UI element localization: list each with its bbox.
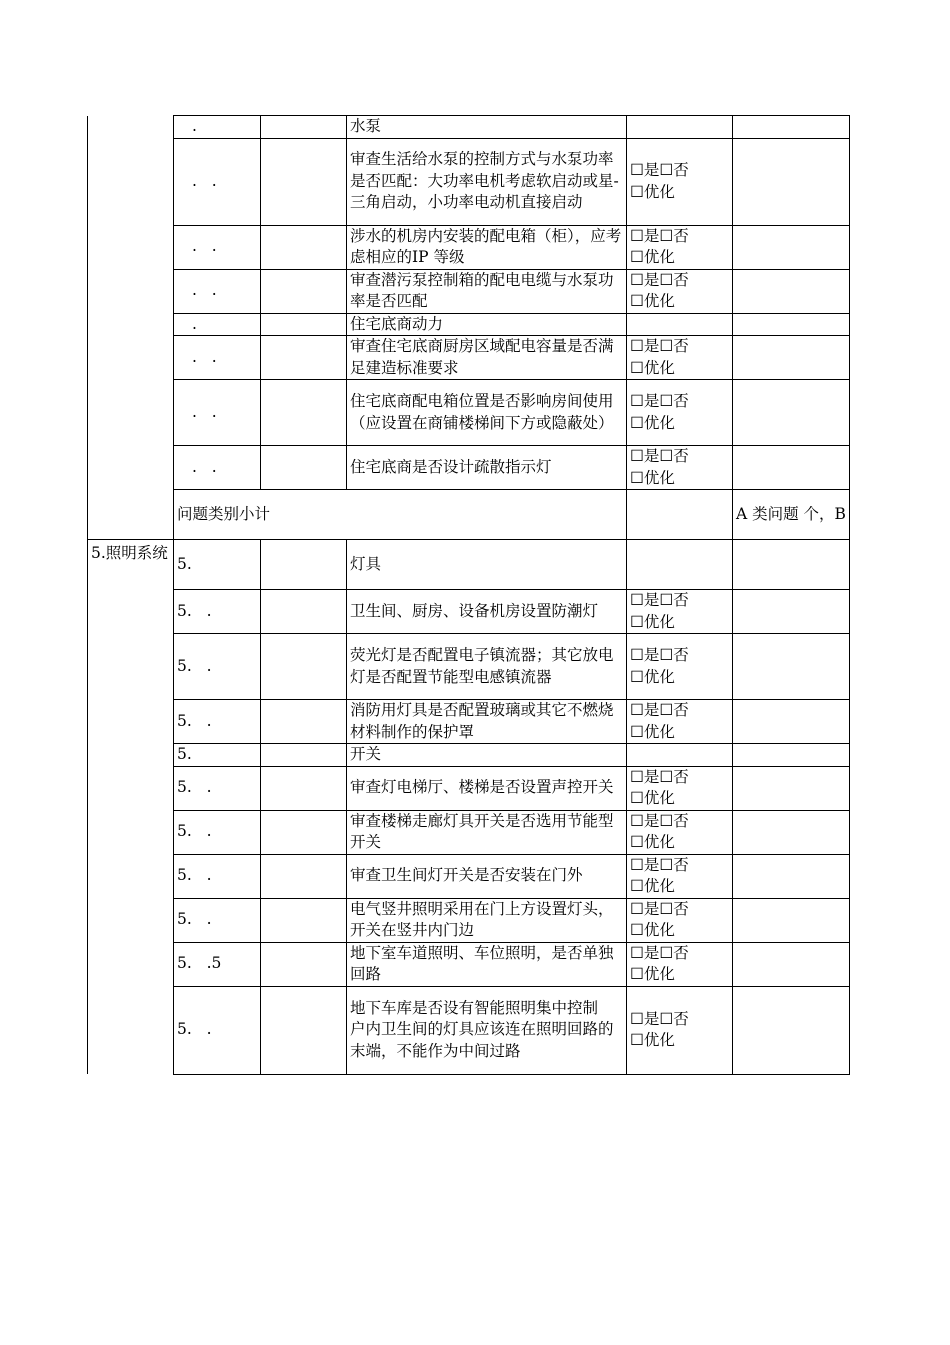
subtotal-blank bbox=[627, 490, 733, 540]
item-number: 5. bbox=[174, 744, 261, 767]
notes-cell bbox=[733, 810, 850, 854]
checkbox-options bbox=[627, 744, 733, 767]
blank-cell bbox=[261, 380, 347, 446]
blank-cell bbox=[261, 810, 347, 854]
notes-cell bbox=[733, 540, 850, 590]
notes-cell bbox=[733, 225, 850, 269]
item-number: . bbox=[174, 116, 261, 139]
item-number: . . bbox=[174, 380, 261, 446]
blank-cell bbox=[261, 744, 347, 767]
item-number: 5. . bbox=[174, 854, 261, 898]
checkbox-options[interactable]: ☐是☐否 ☐优化 bbox=[627, 269, 733, 313]
blank-cell bbox=[261, 116, 347, 139]
section-label: 5.照明系统 bbox=[88, 540, 174, 1075]
item-number: . . bbox=[174, 446, 261, 490]
blank-cell bbox=[261, 138, 347, 225]
item-number: 5. .5 bbox=[174, 942, 261, 986]
review-item-text: 审查灯电梯厅、楼梯是否设置声控开关 bbox=[347, 766, 627, 810]
table-row bbox=[88, 986, 850, 1074]
table-row bbox=[88, 138, 850, 225]
review-item-text: 审查卫生间灯开关是否安装在门外 bbox=[347, 854, 627, 898]
review-item-text: 地下车库是否设有智能照明集中控制 户内卫生间的灯具应该连在照明回路的末端，不能作为中间过路 bbox=[347, 986, 627, 1074]
notes-cell bbox=[733, 744, 850, 767]
item-number: 5. . bbox=[174, 810, 261, 854]
checkbox-options bbox=[627, 540, 733, 590]
table-row bbox=[88, 700, 850, 744]
table-row bbox=[88, 590, 850, 634]
subsection-title: 灯具 bbox=[347, 540, 627, 590]
table-row bbox=[88, 634, 850, 700]
subsection-row bbox=[88, 116, 850, 139]
blank-cell bbox=[261, 766, 347, 810]
checkbox-options[interactable]: ☐是☐否 ☐优化 bbox=[627, 810, 733, 854]
checkbox-options bbox=[627, 116, 733, 139]
blank-cell bbox=[261, 986, 347, 1074]
review-item-text: 涉水的机房内安装的配电箱（柜），应考虑相应的IP 等级 bbox=[347, 225, 627, 269]
notes-cell bbox=[733, 313, 850, 336]
table-row bbox=[88, 942, 850, 986]
checkbox-options[interactable]: ☐是☐否 ☐优化 bbox=[627, 336, 733, 380]
checkbox-options[interactable]: ☐是☐否 ☐优化 bbox=[627, 380, 733, 446]
table-row bbox=[88, 810, 850, 854]
notes-cell bbox=[733, 380, 850, 446]
subtotal-summary: A 类问题 个，B bbox=[733, 490, 850, 540]
item-number: 5. . bbox=[174, 700, 261, 744]
subsection-row bbox=[88, 540, 850, 590]
blank-cell bbox=[261, 313, 347, 336]
table-row bbox=[88, 766, 850, 810]
electrical-review-table bbox=[87, 115, 850, 1075]
item-number: 5. . bbox=[174, 590, 261, 634]
item-number: . . bbox=[174, 225, 261, 269]
blank-cell bbox=[261, 540, 347, 590]
checkbox-options[interactable]: ☐是☐否 ☐优化 bbox=[627, 590, 733, 634]
subtotal-label: 问题类别小计 bbox=[174, 490, 627, 540]
item-number: 5. . bbox=[174, 634, 261, 700]
item-number: 5. . bbox=[174, 766, 261, 810]
item-number: . bbox=[174, 313, 261, 336]
notes-cell bbox=[733, 634, 850, 700]
checkbox-options[interactable]: ☐是☐否 ☐优化 bbox=[627, 942, 733, 986]
blank-cell bbox=[261, 634, 347, 700]
checkbox-options[interactable]: ☐是☐否 ☐优化 bbox=[627, 138, 733, 225]
review-item-text: 卫生间、厨房、设备机房设置防潮灯 bbox=[347, 590, 627, 634]
checkbox-options bbox=[627, 313, 733, 336]
review-item-text: 住宅底商是否设计疏散指示灯 bbox=[347, 446, 627, 490]
notes-cell bbox=[733, 854, 850, 898]
subsection-row bbox=[88, 313, 850, 336]
notes-cell bbox=[733, 446, 850, 490]
checkbox-options[interactable]: ☐是☐否 ☐优化 bbox=[627, 225, 733, 269]
checkbox-options[interactable]: ☐是☐否 ☐优化 bbox=[627, 634, 733, 700]
review-item-text: 审查潜污泵控制箱的配电电缆与水泵功率是否匹配 bbox=[347, 269, 627, 313]
subsection-title: 开关 bbox=[347, 744, 627, 767]
checkbox-options[interactable]: ☐是☐否 ☐优化 bbox=[627, 700, 733, 744]
notes-cell bbox=[733, 942, 850, 986]
table-row bbox=[88, 225, 850, 269]
blank-cell bbox=[261, 590, 347, 634]
table-row bbox=[88, 269, 850, 313]
notes-cell bbox=[733, 898, 850, 942]
review-item-text: 消防用灯具是否配置玻璃或其它不燃烧材料制作的保护罩 bbox=[347, 700, 627, 744]
subtotal-row bbox=[88, 490, 850, 540]
checkbox-options[interactable]: ☐是☐否 ☐优化 bbox=[627, 854, 733, 898]
blank-cell bbox=[261, 225, 347, 269]
item-number: . . bbox=[174, 269, 261, 313]
review-item-text: 审查生活给水泵的控制方式与水泵功率是否匹配：大功率电机考虑软启动或星-三角启动，小功率电动机直接启动 bbox=[347, 138, 627, 225]
review-item-text: 审查住宅底商厨房区域配电容量是否满足建造标准要求 bbox=[347, 336, 627, 380]
checkbox-options[interactable]: ☐是☐否 ☐优化 bbox=[627, 986, 733, 1074]
blank-cell bbox=[261, 854, 347, 898]
notes-cell bbox=[733, 590, 850, 634]
subsection-row bbox=[88, 744, 850, 767]
item-number: 5. bbox=[174, 540, 261, 590]
notes-cell bbox=[733, 269, 850, 313]
notes-cell bbox=[733, 138, 850, 225]
item-number: 5. . bbox=[174, 986, 261, 1074]
item-number: . . bbox=[174, 138, 261, 225]
review-item-text: 电气竖井照明采用在门上方设置灯头，开关在竖井内门边 bbox=[347, 898, 627, 942]
item-number: 5. . bbox=[174, 898, 261, 942]
table-row bbox=[88, 898, 850, 942]
blank-cell bbox=[261, 942, 347, 986]
blank-cell bbox=[261, 898, 347, 942]
checkbox-options[interactable]: ☐是☐否 ☐优化 bbox=[627, 766, 733, 810]
table-row bbox=[88, 380, 850, 446]
notes-cell bbox=[733, 116, 850, 139]
notes-cell bbox=[733, 700, 850, 744]
review-item-text: 荧光灯是否配置电子镇流器；其它放电灯是否配置节能型电感镇流器 bbox=[347, 634, 627, 700]
table-row bbox=[88, 336, 850, 380]
blank-cell bbox=[261, 700, 347, 744]
review-item-text: 地下室车道照明、车位照明，是否单独回路 bbox=[347, 942, 627, 986]
section-label bbox=[88, 116, 174, 540]
checkbox-options[interactable]: ☐是☐否 ☐优化 bbox=[627, 446, 733, 490]
subsection-title: 住宅底商动力 bbox=[347, 313, 627, 336]
table-row bbox=[88, 446, 850, 490]
table-row bbox=[88, 854, 850, 898]
notes-cell bbox=[733, 986, 850, 1074]
checkbox-options[interactable]: ☐是☐否 ☐优化 bbox=[627, 898, 733, 942]
notes-cell bbox=[733, 766, 850, 810]
notes-cell bbox=[733, 336, 850, 380]
item-number: . . bbox=[174, 336, 261, 380]
subsection-title: 水泵 bbox=[347, 116, 627, 139]
blank-cell bbox=[261, 446, 347, 490]
blank-cell bbox=[261, 336, 347, 380]
review-item-text: 审查楼梯走廊灯具开关是否选用节能型开关 bbox=[347, 810, 627, 854]
blank-cell bbox=[261, 269, 347, 313]
review-item-text: 住宅底商配电箱位置是否影响房间使用（应设置在商铺楼梯间下方或隐蔽处） bbox=[347, 380, 627, 446]
